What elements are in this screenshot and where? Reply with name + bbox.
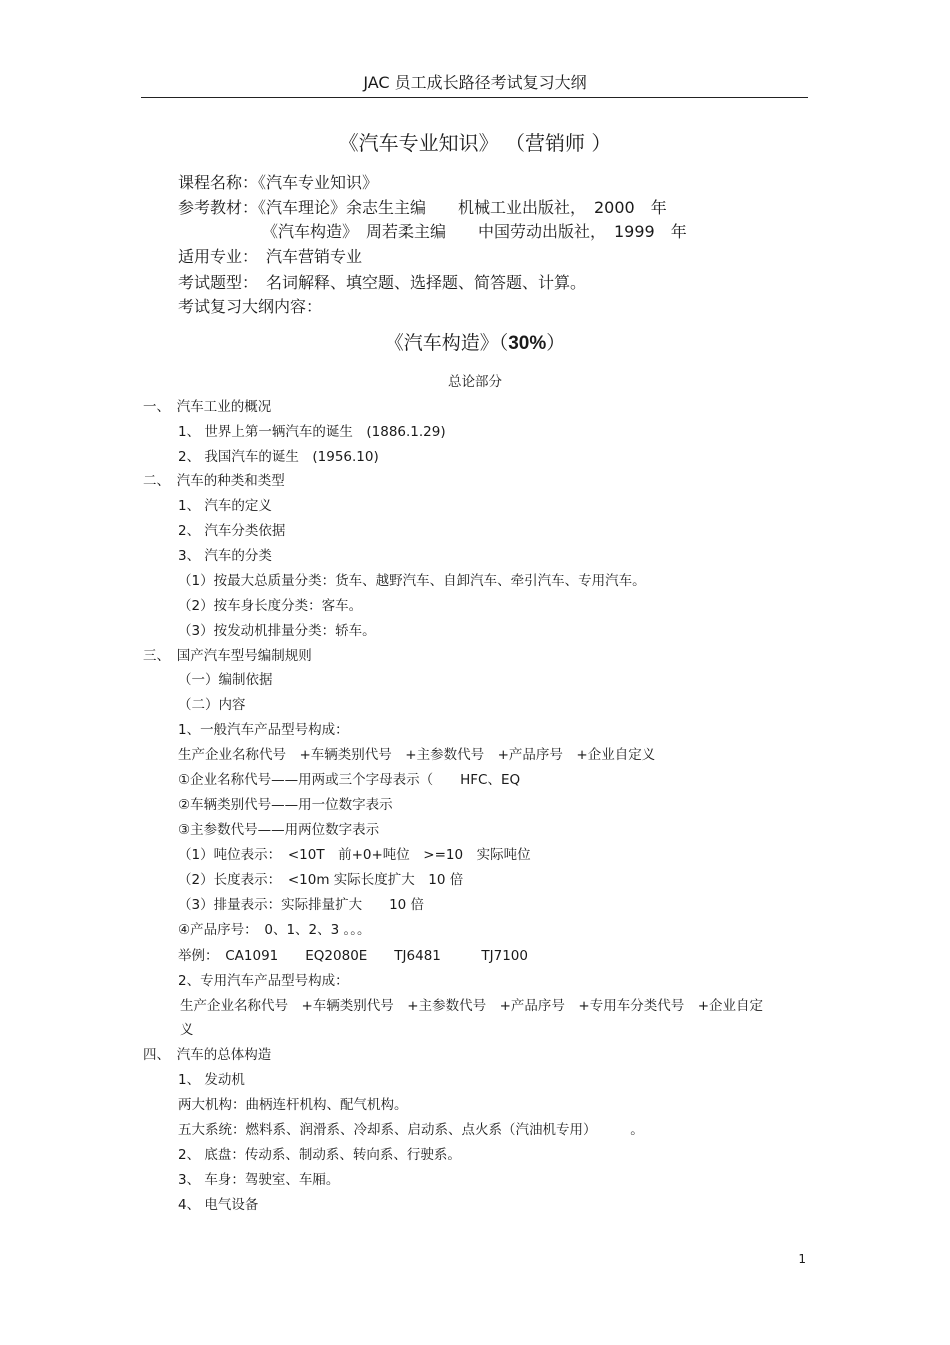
outline-line: （二）内容 [178,697,246,713]
outline-line: 1、一般汽车产品型号构成： [178,722,349,738]
header-rule [141,97,808,98]
outline-line: 4、 电气设备 [178,1197,259,1213]
outline-line: ②车辆类别代号——用一位数字表示 [178,797,393,813]
outline-line: ③主参数代号——用两位数字表示 [178,822,380,838]
outline-line: 1、 发动机 [178,1072,245,1088]
page-number: 1 [798,1252,806,1266]
outline-line: 二、 汽车的种类和类型 [143,473,285,489]
outline-line: （1）按最大总质量分类：货车、越野汽车、自卸汽车、牵引汽车、专用汽车。 [178,573,646,589]
outline-line: 生产企业名称代号 +车辆类别代号 +主参数代号 +产品序号 +企业自定义 [178,747,656,763]
outline-line: 两大机构：曲柄连杆机构、配气机构。 [178,1097,408,1113]
outline-line: 生产企业名称代号 +车辆类别代号 +主参数代号 +产品序号 +专用车分类代号 +企业自定 [180,998,764,1014]
outline-line: 3、 汽车的分类 [178,548,272,564]
outline-line: （2）长度表示： <10m 实际长度扩大 10 倍 [178,872,464,888]
document-title: 《汽车专业知识》 （营销师 ） [338,131,612,155]
outline-line: （2）按车身长度分类：客车。 [178,598,363,614]
running-header: JAC 员工成长路径考试复习大纲 [363,73,587,92]
outline-line: （3）排量表示：实际排量扩大 10 倍 [178,897,425,913]
outline-line: 三、 国产汽车型号编制规则 [143,648,312,664]
reference-book-1: 参考教材：《汽车理论》余志生主编 机械工业出版社， 2000 年 [178,198,667,217]
outline-line: ①企业名称代号——用两或三个字母表示（ HFC、EQ [178,772,521,788]
outline-line: （3）按发动机排量分类：轿车。 [178,623,376,639]
outline-line: 2、 汽车分类依据 [178,523,286,539]
outline-line: （一）编制依据 [178,672,273,688]
exam-question-types: 考试题型： 名词解释、填空题、选择题、简答题、计算。 [178,273,587,292]
outline-line: 3、 车身：驾驶室、车厢。 [178,1172,340,1188]
section-percent: 30% [508,333,547,354]
outline-line: 一、 汽车工业的概况 [143,399,272,415]
outline-line: 2、 底盘：传动系、制动系、转向系、行驶系。 [178,1147,461,1163]
outline-line: （1）吨位表示： <10T 前+0+吨位 >=10 实际吨位 [178,847,531,863]
outline-line: 1、 汽车的定义 [178,498,272,514]
outline-line: 2、 我国汽车的诞生 (1956.10) [178,449,379,465]
section-title [0,328,950,355]
outline-line: 四、 汽车的总体构造 [143,1047,272,1063]
outline-line: 2、专用汽车产品型号构成： [178,973,349,989]
section-title-close: ） [546,332,566,354]
course-name: 课程名称：《汽车专业知识》 [178,173,379,192]
reference-book-2: 《汽车构造》 周若柔主编 中国劳动出版社， 1999 年 [262,222,687,241]
outline-line: ④产品序号： 0、1、2、3 。。。 [178,922,371,938]
outline-line: 义 [180,1022,194,1038]
applicable-major: 适用专业： 汽车营销专业 [178,247,363,266]
outline-line: 举例： CA1091 EQ2080E TJ6481 TJ7100 [178,948,528,964]
outline-heading: 考试复习大纲内容： [178,297,323,316]
outline-line: 1、 世界上第一辆汽车的诞生 (1886.1.29) [178,424,446,440]
outline-line: 五大系统：燃料系、润滑系、冷却系、启动系、点火系（汽油机专用） 。 [178,1122,644,1138]
section-title-text: 《汽车构造》（ [384,332,509,354]
subsection-heading: 总论部分 [448,374,502,390]
